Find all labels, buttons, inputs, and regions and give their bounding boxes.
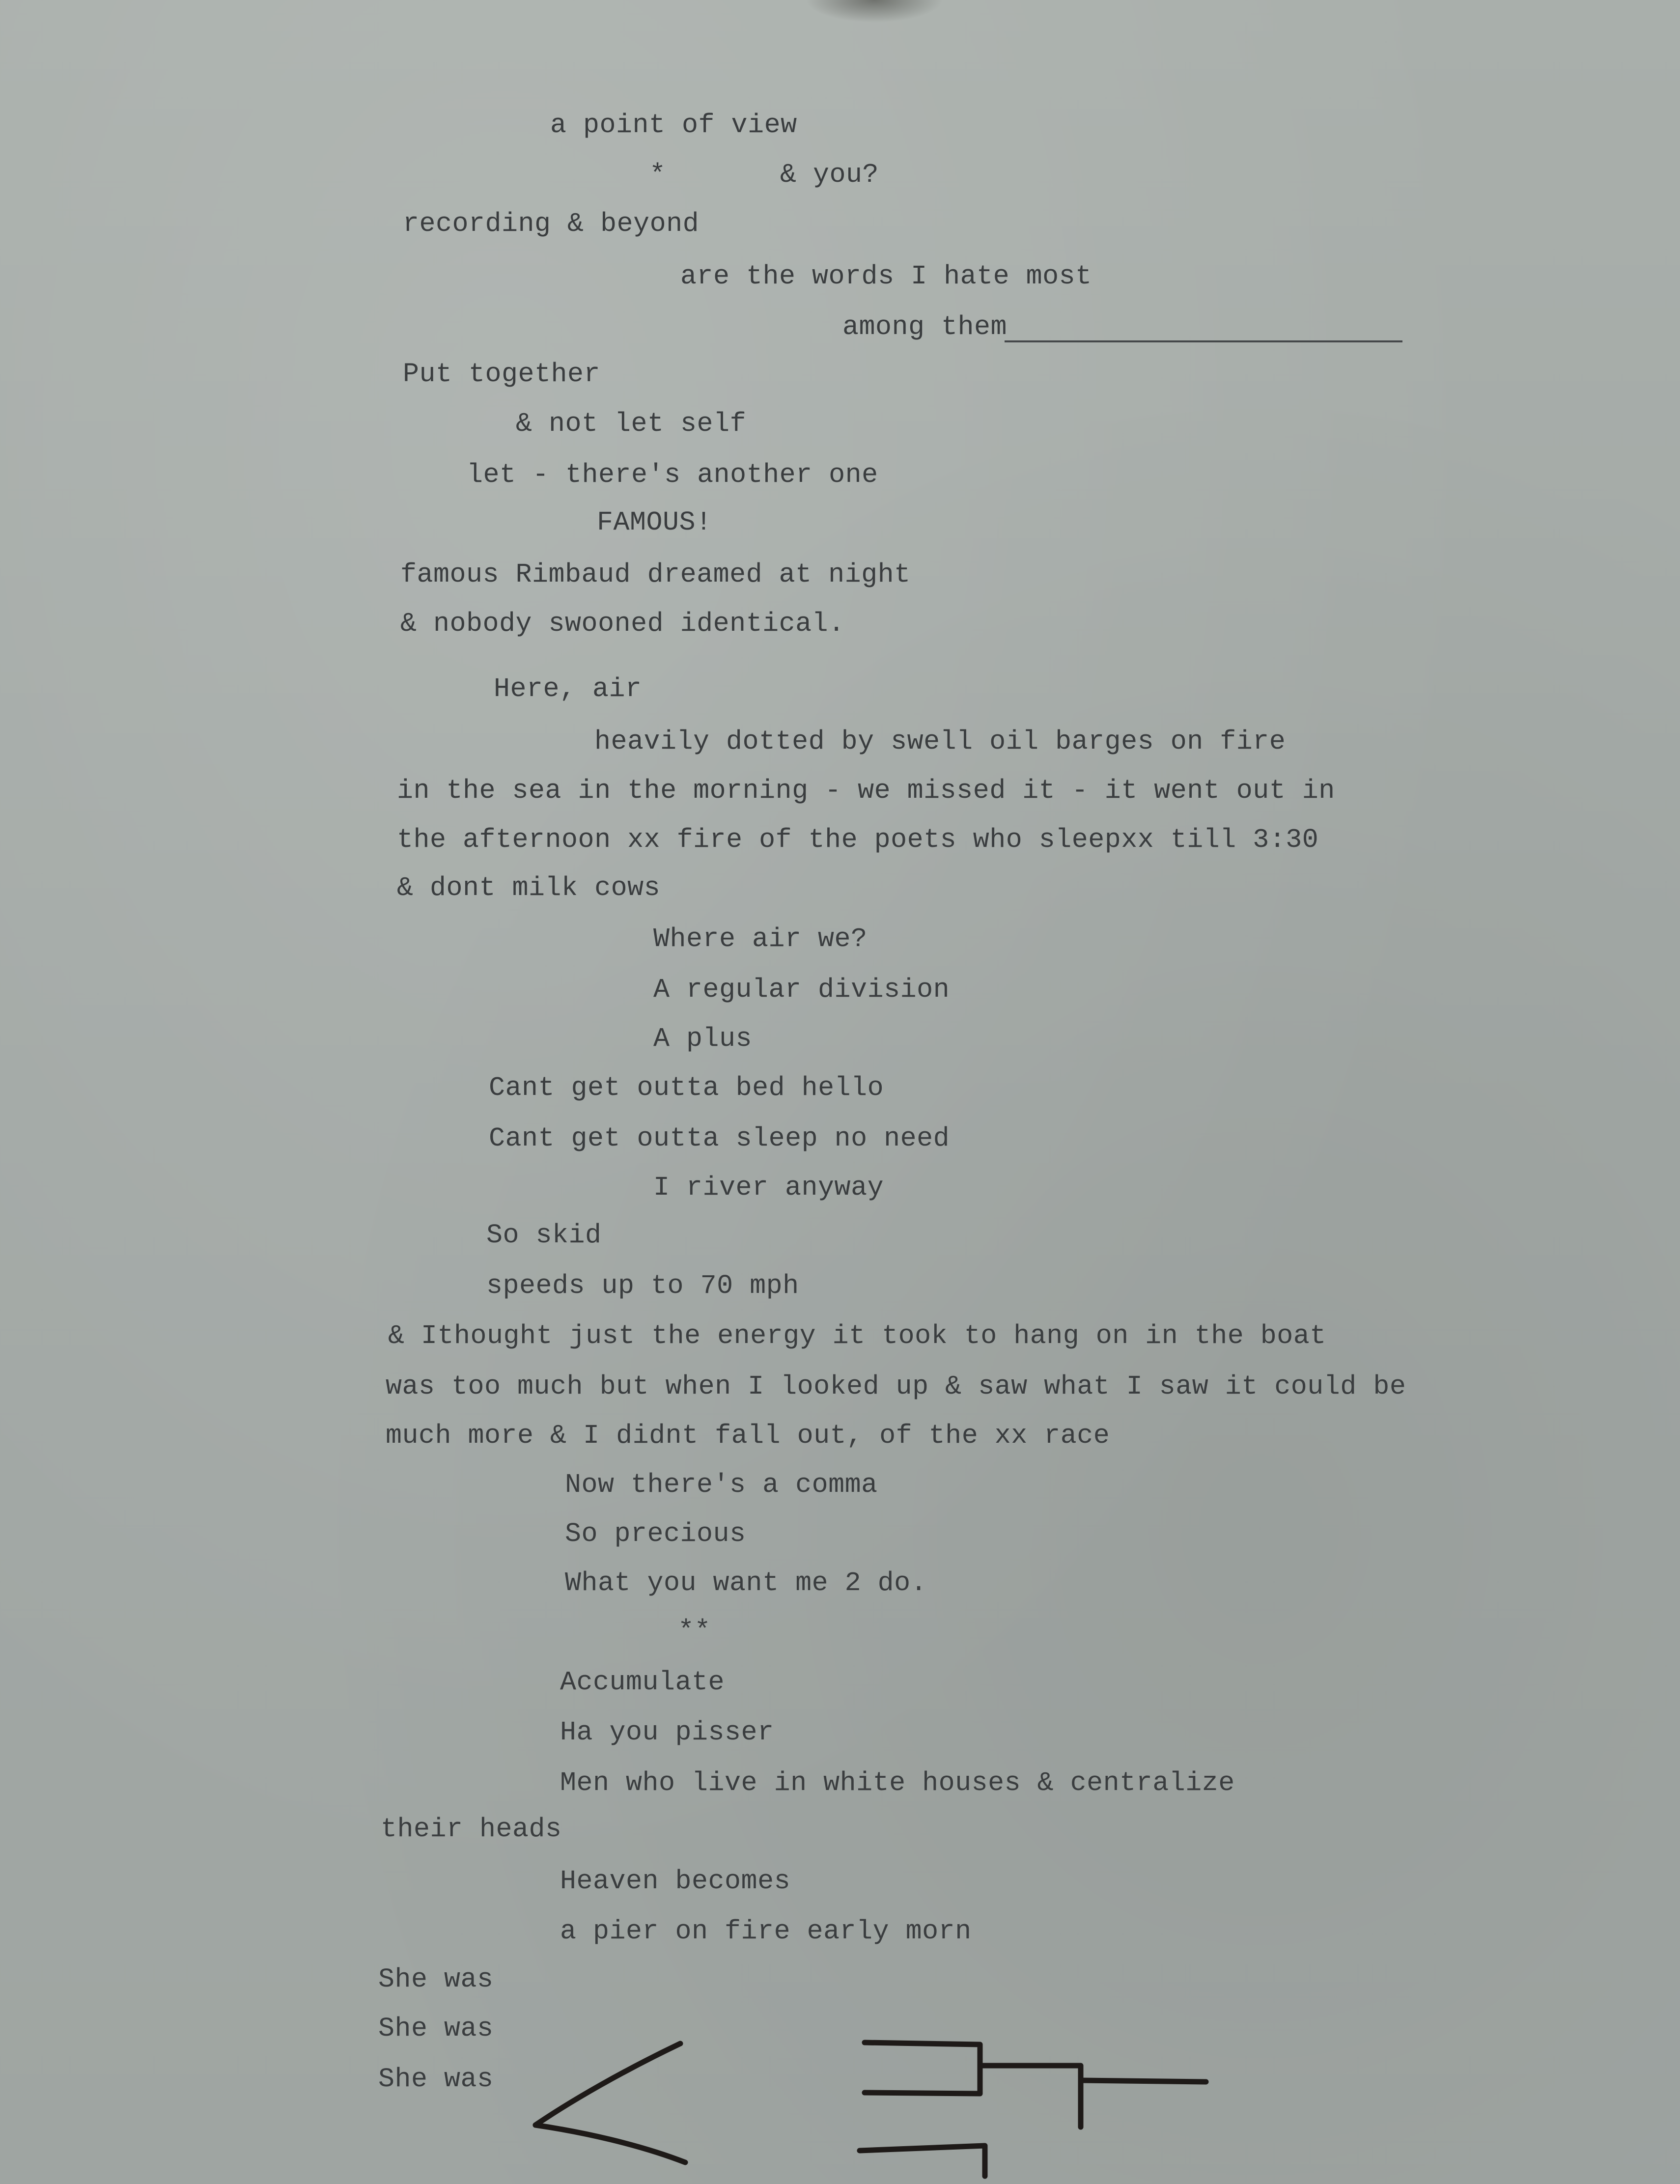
hand-drawn-bottom-rung: [860, 2146, 985, 2176]
text-line: heavily dotted by swell oil barges on fire: [594, 726, 1286, 757]
text-line: Men who live in white houses & centralize: [560, 1767, 1235, 1798]
text-line: & Ithought just the energy it took to hang on in the boat: [388, 1320, 1326, 1351]
text-line: & dont milk cows: [397, 872, 661, 903]
text-line: She was: [378, 2064, 494, 2095]
text-line: I river anyway: [653, 1172, 884, 1203]
text-line: A regular division: [653, 974, 950, 1005]
text-line: FAMOUS!: [597, 507, 712, 538]
text-line: & not let self: [516, 408, 747, 439]
text-line: a point of view: [550, 110, 797, 140]
text-line: the afternoon xx fire of the poets who sleepxx till 3:30: [397, 824, 1319, 855]
text-line: famous Rimbaud dreamed at night: [400, 559, 911, 590]
text-line: are the words I hate most: [680, 261, 1092, 292]
text-line: Where air we?: [653, 924, 868, 954]
text-line: What you want me 2 do.: [565, 1568, 927, 1598]
text-line: Accumulate: [560, 1667, 725, 1698]
text-line: **: [678, 1615, 711, 1646]
text-line: So skid: [486, 1220, 602, 1251]
hand-drawn-right-rung: [1081, 2080, 1206, 2082]
text-line: in the sea in the morning - we missed it - it went out in: [397, 775, 1335, 806]
text-line: recording & beyond: [403, 208, 700, 239]
text-line: much more & I didnt fall out, of the xx race: [386, 1420, 1110, 1451]
text-line: & nobody swooned identical.: [400, 608, 845, 639]
text-line: their heads: [381, 1814, 562, 1845]
text-line: A plus: [653, 1023, 753, 1054]
text-line: speeds up to 70 mph: [486, 1270, 799, 1301]
text-line: Ha you pisser: [560, 1717, 774, 1748]
text-line: let - there's another one: [467, 459, 878, 490]
text-line: She was: [378, 2013, 494, 2044]
text-line: among them: [842, 311, 1008, 342]
text-line: She was: [378, 1964, 494, 1995]
text-line: a pier on fire early morn: [560, 1916, 972, 1947]
blank-underline: [1005, 340, 1402, 342]
text-line: Heaven becomes: [560, 1866, 791, 1897]
text-line: Put together: [403, 359, 601, 390]
hand-drawn-arrow-upper-stroke: [535, 2044, 680, 2125]
text-line: was too much but when I looked up & saw what I saw it could be: [386, 1371, 1406, 1402]
hand-drawn-long-rung: [980, 2066, 1081, 2127]
text-line: Cant get outta sleep no need: [489, 1123, 950, 1154]
text-line: *: [649, 159, 666, 190]
text-line: & you?: [780, 159, 879, 190]
text-line: Now there's a comma: [565, 1469, 878, 1500]
paper-stain: [806, 0, 943, 23]
text-line: So precious: [565, 1518, 746, 1549]
text-line: Here, air: [494, 673, 642, 704]
hand-drawn-arrow-lower-stroke: [535, 2125, 685, 2162]
text-line: Cant get outta bed hello: [489, 1072, 884, 1103]
hand-drawn-top-rung: [865, 2043, 980, 2094]
